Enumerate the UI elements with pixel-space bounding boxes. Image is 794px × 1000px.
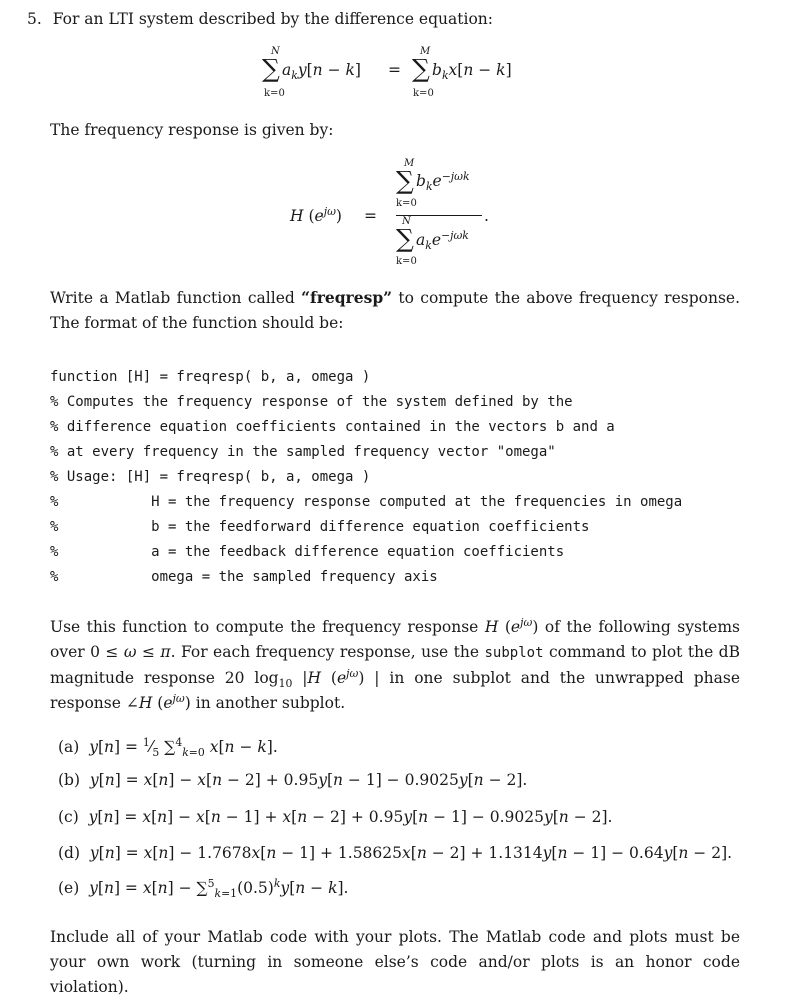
code-line: % H = the frequency response computed at the frequencies in omega [50,494,683,510]
denominator-term: $a_ke^{-j\omega k}$ [416,228,469,253]
subplot-command: subplot [484,645,544,661]
sum-symbol: ∑ [262,54,280,83]
sum-symbol: ∑ [396,166,414,195]
problem-number: 5. For an LTI system described by the difference equation: [27,10,493,28]
code-line: function [H] = freqresp( b, a, omega ) [50,369,371,385]
lhs-term: $a_ky[n - k]$ [282,61,361,83]
equals-sign: = [388,61,401,79]
code-line: % at every frequency in the sampled frequency vector "omega" [50,444,556,460]
code-line: % difference equation coefficients contained in the vectors b and a [50,419,615,435]
code-line: % omega = the sampled frequency axis [50,569,438,585]
code-block [50,365,682,590]
freq-response-intro: The frequency response is given by: [50,121,334,139]
problem-intro: For an LTI system described by the difference equation: [52,10,493,28]
code-line: % Computes the frequency response of the system defined by the [50,394,573,410]
closing-paragraph: Include all of your Matlab code with your plots. The Matlab code and plots must be your own work (turning in someone else’s code and/or plots is an honor code violation). [50,928,740,996]
system-item-d: (d) y[n] = x[n] − 1.7678x[n − 1] + 1.58625x[n − 2] + 1.1314y[n − 1] − 0.64y[n − 2]. [58,844,733,862]
code-line: % b = the feedforward difference equation coefficients [50,519,590,535]
numerator-term: $b_ke^{-j\omega k}$ [416,169,470,194]
system-item-e: (e) $y[n] = x[n] - \sum^5_{k=1}(0.5)^ky[n - k]$. [58,876,349,901]
write-function-paragraph: Write a Matlab function called “freqresp” to compute the above frequency response. The format of the function should be: [50,288,741,332]
code-line: % a = the feedback difference equation coefficients [50,544,565,560]
system-item-c: (c) y[n] = x[n] − x[n − 1] + x[n − 2] + 0.95y[n − 1] − 0.9025y[n − 2]. [58,808,613,826]
sum-symbol: ∑ [412,54,430,83]
use-function-paragraph: Use this function to compute the frequency response H $(e^{j\omega})$ of the following systems over 0 ≤ ω ≤ π. For each frequency response, use the subplot command to plot the dB magnitude response 20 $\log_{10} |H$ $(e^{j\omega})$ | in one subplot and the unwrapped phase response ∠H $(e^{j\omega})$ in another subplot. [50,615,740,712]
rhs-term: $b_kx[n - k]$ [432,61,512,83]
equals-sign: = [364,207,377,225]
h-ejw: H $(e^{j\omega})$ [290,204,342,225]
system-item-a: (a) $y[n] = ^1⁄_5$ ∑$^4_{k=0}$ x[n − k]. [58,735,278,760]
sum-symbol: ∑ [396,224,414,253]
function-name: “freqresp” [301,288,393,307]
difference-equation: N ∑ k=0 $a_ky[n - k]$ = M ∑ k=0 $b_kx[n - k]$ [262,46,512,99]
code-line: % Usage: [H] = freqresp( b, a, omega ) [50,469,371,485]
frequency-response-equation: H $(e^{j\omega})$ = M ∑ k=0 $b_ke^{-j\omega k}$ . N ∑ k=0 $a_ke^{-j\omega k}$ [290,158,489,267]
system-item-b: (b) y[n] = x[n] − x[n − 2] + 0.95y[n − 1] − 0.9025y[n − 2]. [58,771,528,789]
